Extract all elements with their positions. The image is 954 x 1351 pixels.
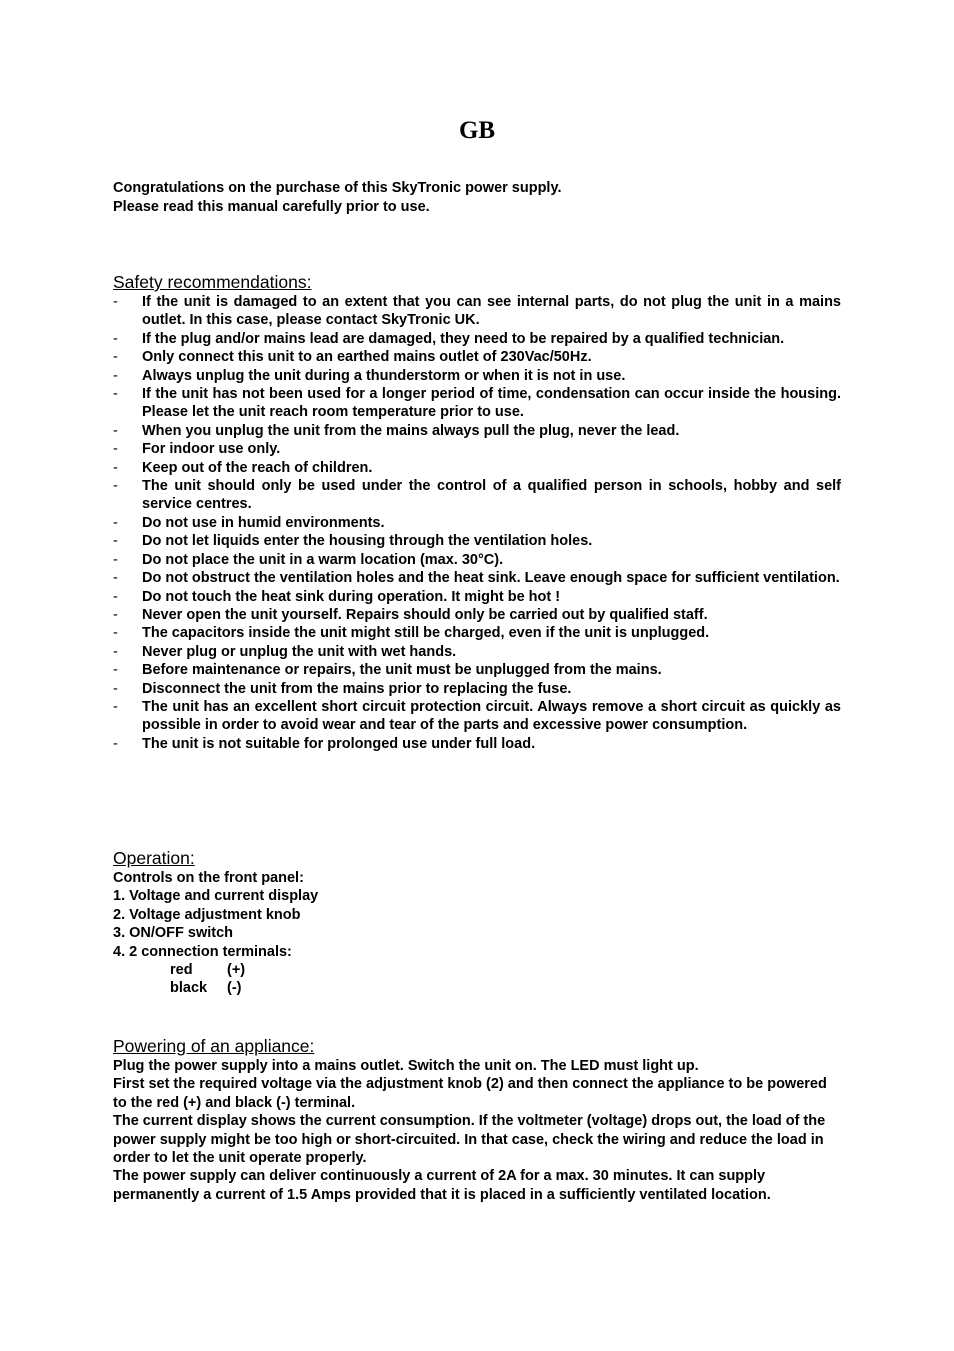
safety-item xyxy=(113,477,841,514)
bullet-dash: - xyxy=(113,441,118,458)
powering-section xyxy=(113,1036,841,1204)
powering-paragraph: Plug the power supply into a mains outlet. Switch the unit on. The LED must light up. xyxy=(113,1058,699,1074)
control-item: 3. ON/OFF switch xyxy=(113,925,234,942)
bullet-dash: - xyxy=(113,330,118,347)
bullet-dash: - xyxy=(113,294,118,310)
safety-item xyxy=(113,680,841,698)
safety-item xyxy=(113,551,841,569)
terminal-color: red xyxy=(170,962,193,979)
safety-item xyxy=(113,532,841,550)
control-item: 1. Voltage and current display xyxy=(113,888,319,905)
bullet-dash: - xyxy=(113,551,118,568)
safety-item xyxy=(113,624,841,642)
safety-item xyxy=(113,348,841,366)
safety-item-text: Do not place the unit in a warm location (max. 30°C). xyxy=(142,551,504,568)
safety-item-text: Disconnect the unit from the mains prior to replacing the fuse. xyxy=(142,680,572,697)
safety-item-text: Never plug or unplug the unit with wet hands. xyxy=(142,643,457,660)
safety-item xyxy=(113,661,841,679)
safety-item xyxy=(113,514,841,532)
safety-item-text: The capacitors inside the unit might still be charged, even if the unit is unplugged. xyxy=(142,625,710,642)
safety-item-text: Do not use in humid environments. xyxy=(142,514,385,531)
bullet-dash: - xyxy=(113,588,118,605)
bullet-dash: - xyxy=(113,514,118,531)
safety-item-text: Do not touch the heat sink during operation. It might be hot ! xyxy=(142,588,561,605)
terminal-row xyxy=(113,979,841,997)
safety-item xyxy=(113,367,841,385)
safety-item-text: When you unplug the unit from the mains always pull the plug, never the lead. xyxy=(142,422,680,439)
terminal-polarity: (+) xyxy=(227,962,246,979)
safety-item xyxy=(113,440,841,458)
operation-section xyxy=(113,848,841,998)
safety-heading: Safety recommendations: xyxy=(113,272,312,292)
safety-item-text: If the plug and/or mains lead are damaged, they need to be repaired by a qualified technician. xyxy=(142,330,785,347)
powering-paragraph: First set the required voltage via the adjustment knob (2) and then connect the appliance to be powered to the red (+) and black (-) terminal. xyxy=(113,1076,827,1111)
safety-item-text: Before maintenance or repairs, the unit must be unplugged from the mains. xyxy=(142,662,662,679)
intro-text xyxy=(113,179,841,216)
safety-item xyxy=(113,588,841,606)
safety-item xyxy=(113,385,841,422)
safety-item-text: Only connect this unit to an earthed mains outlet of 230Vac/50Hz. xyxy=(142,349,592,366)
safety-item xyxy=(113,422,841,440)
controls-intro: Controls on the front panel: xyxy=(113,870,304,886)
safety-item xyxy=(113,459,841,477)
safety-item xyxy=(113,735,841,753)
bullet-dash: - xyxy=(113,349,118,366)
bullet-dash: - xyxy=(113,625,118,642)
bullet-dash: - xyxy=(113,735,118,752)
powering-paragraph: The current display shows the current consumption. If the voltmeter (voltage) drops out, the load of the power supply might be too high or short-circuited. In that case, check the wiring and reduce the load in order to let the unit operate properly. xyxy=(113,1113,826,1167)
powering-paragraph: The power supply can deliver continuously a current of 2A for a max. 30 minutes. It can supply permanently a current of 1.5 Amps provided that it is placed in a sufficiently ventilated location. xyxy=(113,1168,771,1203)
terminal-color: black xyxy=(170,980,208,997)
control-item: 2. Voltage adjustment knob xyxy=(113,906,301,923)
intro-line: Congratulations on the purchase of this SkyTronic power supply. xyxy=(113,180,562,196)
bullet-dash: - xyxy=(113,459,118,476)
bullet-dash: - xyxy=(113,643,118,660)
safety-item-text: Do not let liquids enter the housing through the ventilation holes. xyxy=(142,533,593,550)
bullet-dash: - xyxy=(113,478,118,495)
page-title: GB xyxy=(458,117,496,144)
safety-item-text: Never open the unit yourself. Repairs should only be carried out by qualified staff. xyxy=(142,606,708,623)
terminal-row xyxy=(113,961,841,979)
safety-section xyxy=(113,272,841,753)
safety-item-text: If the unit is damaged to an extent that you can see internal parts, do not plug the unit in a mains outlet. In this case, please contact SkyTronic UK. xyxy=(142,294,841,329)
safety-item-text: Always unplug the unit during a thunderstorm or when it is not in use. xyxy=(142,367,626,384)
control-item: 4. 2 connection terminals: xyxy=(113,943,292,960)
powering-heading: Powering of an appliance: xyxy=(113,1036,315,1056)
safety-item-text: Keep out of the reach of children. xyxy=(142,459,373,476)
safety-item-text: The unit has an excellent short circuit protection circuit. Always remove a short circuit as quickly as possible in order to avoid wear and tear of the parts and excessive power consumption. xyxy=(142,698,841,734)
operation-heading: Operation: xyxy=(113,848,195,868)
safety-item xyxy=(113,569,841,587)
safety-list xyxy=(113,293,841,753)
bullet-dash: - xyxy=(113,533,118,550)
intro-line: Please read this manual carefully prior to use. xyxy=(113,198,430,215)
safety-item-text: The unit should only be used under the control of a qualified person in schools, hobby and self service centres. xyxy=(142,478,841,513)
bullet-dash: - xyxy=(113,422,118,439)
safety-item xyxy=(113,330,841,348)
safety-item xyxy=(113,606,841,624)
bullet-dash: - xyxy=(113,367,118,384)
bullet-dash: - xyxy=(113,698,118,715)
bullet-dash: - xyxy=(113,386,118,403)
safety-item xyxy=(113,293,841,330)
safety-item-text: For indoor use only. xyxy=(142,441,281,458)
bullet-dash: - xyxy=(113,680,118,697)
safety-item xyxy=(113,643,841,661)
terminal-polarity: (-) xyxy=(227,980,242,997)
bullet-dash: - xyxy=(113,606,118,623)
bullet-dash: - xyxy=(113,662,118,679)
safety-item-text: If the unit has not been used for a longer period of time, condensation can occur inside the housing. Please let the unit reach room temperature prior to use. xyxy=(142,386,841,421)
safety-item-text: The unit is not suitable for prolonged use under full load. xyxy=(142,735,536,752)
safety-item xyxy=(113,698,841,735)
safety-item-text: Do not obstruct the ventilation holes and the heat sink. Leave enough space for sufficient ventilation. xyxy=(142,570,840,587)
bullet-dash: - xyxy=(113,570,118,587)
